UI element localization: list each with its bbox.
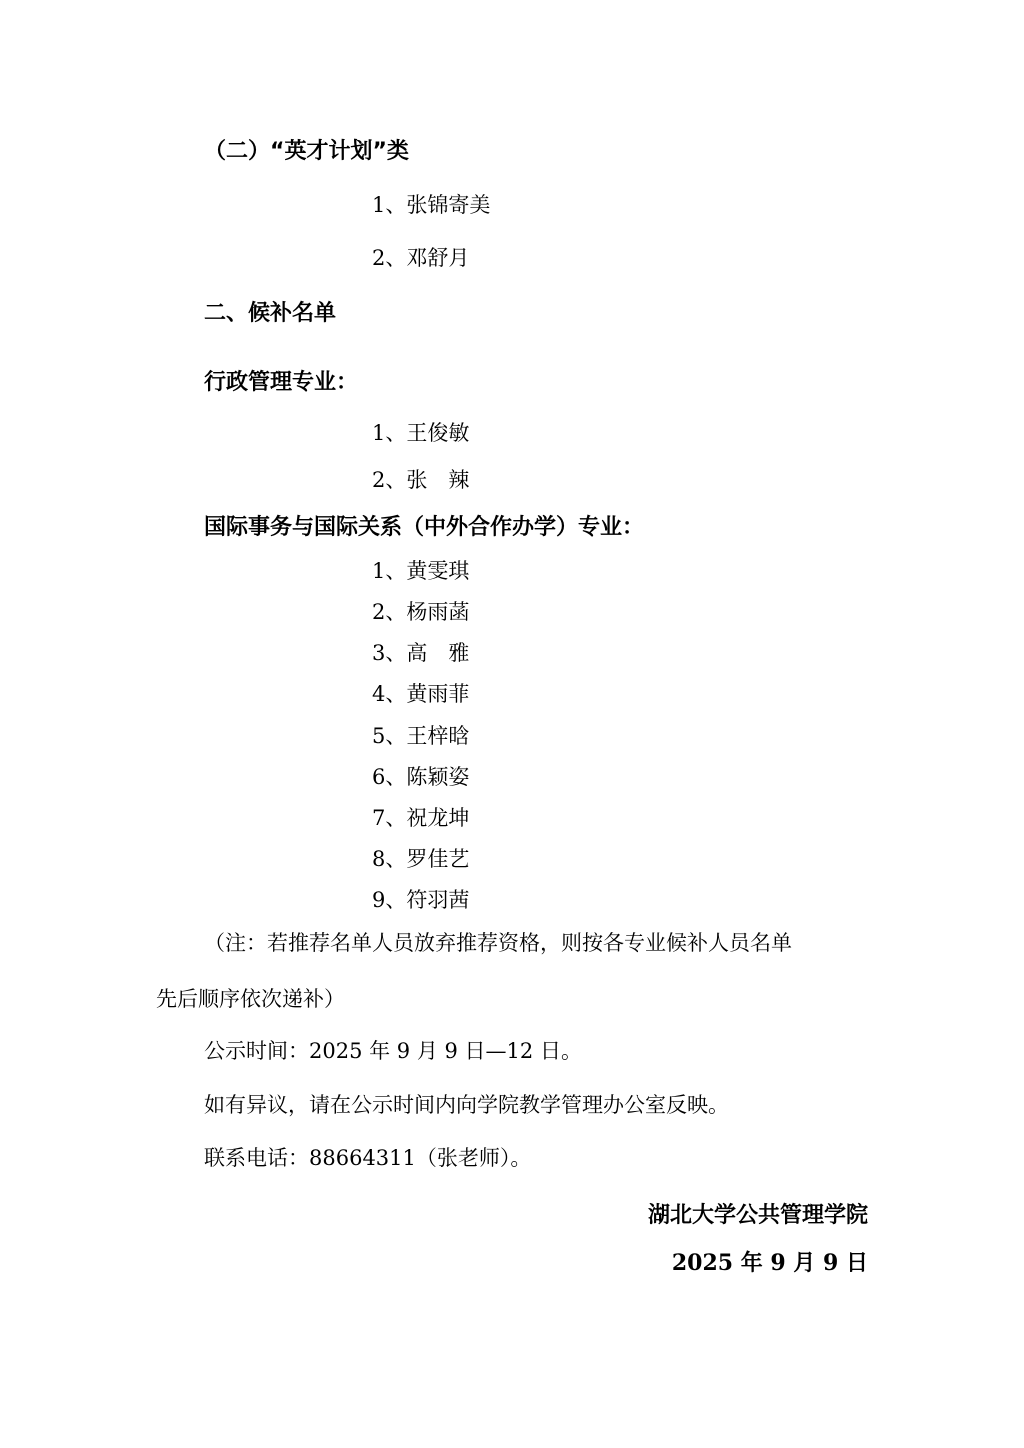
list-item: 1、张锦寄美	[372, 193, 491, 217]
list-item: 1、王俊敏	[372, 421, 470, 445]
admin-major-heading: 行政管理专业：	[204, 370, 359, 395]
list-item: 2、杨雨菡	[372, 600, 470, 624]
list-item: 2、邓舒月	[372, 246, 470, 270]
list-item: 9、符羽茜	[372, 888, 470, 912]
list-item: 3、高 雅	[372, 641, 470, 665]
signature-org: 湖北大学公共管理学院	[647, 1202, 868, 1228]
list-item: 5、王梓晗	[372, 724, 470, 748]
note-line-2: 先后顺序依次递补）	[156, 987, 345, 1011]
intl-major-heading: 国际事务与国际关系（中外合作办学）专业：	[204, 515, 645, 540]
list-item: 7、祝龙坤	[372, 806, 470, 830]
list-item: 2、张 辣	[372, 468, 470, 492]
contact-phone: 联系电话：88664311（张老师）。	[204, 1146, 532, 1170]
objection-notice: 如有异议，请在公示时间内向学院教学管理办公室反映。	[204, 1093, 729, 1117]
list-item: 1、黄雯琪	[372, 559, 470, 583]
publicity-time: 公示时间：2025 年 9 月 9 日—12 日。	[204, 1039, 582, 1063]
section-heading-yingcai: （二）“英才计划”类	[204, 139, 409, 164]
signature-date: 2025 年 9 月 9 日	[671, 1250, 868, 1276]
list-item: 4、黄雨菲	[372, 682, 470, 706]
list-item: 6、陈颖姿	[372, 765, 470, 789]
waitlist-heading: 二、候补名单	[204, 301, 337, 326]
list-item: 8、罗佳艺	[372, 847, 470, 871]
note-line-1: （注：若推荐名单人员放弃推荐资格，则按各专业候补人员名单	[204, 931, 792, 955]
